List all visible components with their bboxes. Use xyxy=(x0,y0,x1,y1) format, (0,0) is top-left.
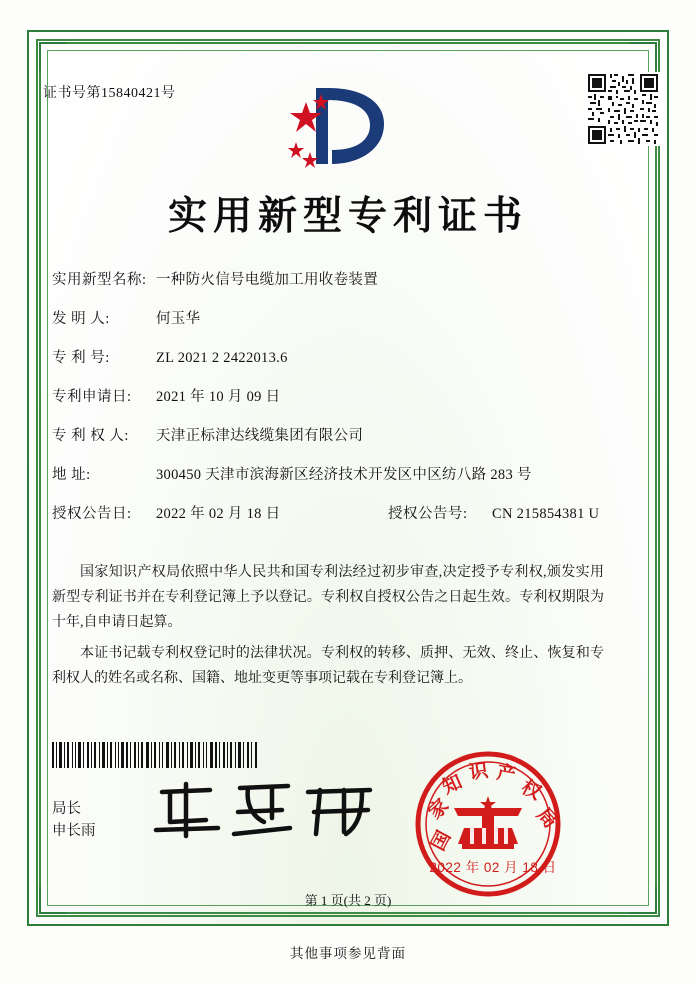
certificate-number: 证书号第15840421号 xyxy=(43,86,176,101)
cnipa-emblem-icon xyxy=(288,80,398,172)
svg-text:产: 产 xyxy=(495,761,518,787)
corner-ornament-top-right xyxy=(629,42,657,70)
paragraph-1: 国家知识产权局依照中华人民共和国专利法经过初步审查,决定授予专利权,颁发实用新型专利证书并在专利登记簿上予以登记。专利权自授权公告之日起生效。专利权期限为十年,自申请日起算。 xyxy=(52,565,604,630)
field-row-patentee xyxy=(52,424,597,445)
field-row-application-date xyxy=(52,385,597,406)
page-number: 第 1 页(共 2 页) xyxy=(304,893,392,908)
director-title-label: 局长 xyxy=(52,801,81,817)
footnote: 其他事项参见背面 xyxy=(290,946,406,961)
legal-text-block xyxy=(52,560,604,697)
field-label: 地 址: xyxy=(52,467,91,483)
seal-date: 2022 年 02 月 18 日 xyxy=(429,860,557,875)
field-label-grant-date: 授权公告日: xyxy=(52,506,132,522)
svg-text:家: 家 xyxy=(424,794,454,824)
field-value: 300450 天津市滨海新区经济技术开发区中区纺八路 283 号 xyxy=(156,467,532,483)
svg-text:国: 国 xyxy=(426,827,456,855)
field-value: 天津正标津达线缆集团有限公司 xyxy=(156,428,364,444)
field-list xyxy=(52,268,600,541)
field-row-name xyxy=(52,268,597,289)
corner-ornament-top-left xyxy=(39,42,67,70)
barcode xyxy=(52,742,260,768)
svg-text:识: 识 xyxy=(467,759,490,784)
qr-code xyxy=(586,72,660,146)
signature-block xyxy=(52,798,96,842)
field-value: 何玉华 xyxy=(156,311,201,327)
field-value: ZL 2021 2 2422013.6 xyxy=(156,350,288,366)
field-row-address xyxy=(52,463,597,484)
svg-text:权: 权 xyxy=(517,775,545,805)
field-label: 专 利 号: xyxy=(52,350,110,366)
field-value: 2021 年 10 月 09 日 xyxy=(156,389,281,405)
director-name-label: 申长雨 xyxy=(52,823,96,839)
field-value-grant-number: CN 215854381 U xyxy=(492,506,600,522)
field-label-grant-number: 授权公告号: xyxy=(388,506,468,522)
field-value-grant-date: 2022 年 02 月 18 日 xyxy=(156,506,281,522)
field-value: 一种防火信号电缆加工用收卷装置 xyxy=(156,272,378,288)
document-title: 实用新型专利证书 xyxy=(167,193,528,239)
field-label: 专 利 权 人: xyxy=(52,428,129,444)
field-row-grant xyxy=(52,502,600,523)
field-label: 发 明 人: xyxy=(52,311,110,327)
svg-text:局: 局 xyxy=(532,803,562,833)
field-row-patent-number xyxy=(52,346,597,367)
paragraph-2: 本证书记载专利权登记时的法律状况。专利权的转移、质押、无效、终止、恢复和专利权人的姓名或名称、国籍、地址变更等事项记载在专利登记簿上。 xyxy=(52,646,604,686)
field-row-inventor xyxy=(52,307,597,328)
field-label: 专利申请日: xyxy=(52,389,132,405)
official-seal xyxy=(412,748,564,900)
handwritten-signature xyxy=(148,778,378,842)
field-label: 实用新型名称: xyxy=(52,272,147,288)
svg-text:知: 知 xyxy=(439,770,466,799)
